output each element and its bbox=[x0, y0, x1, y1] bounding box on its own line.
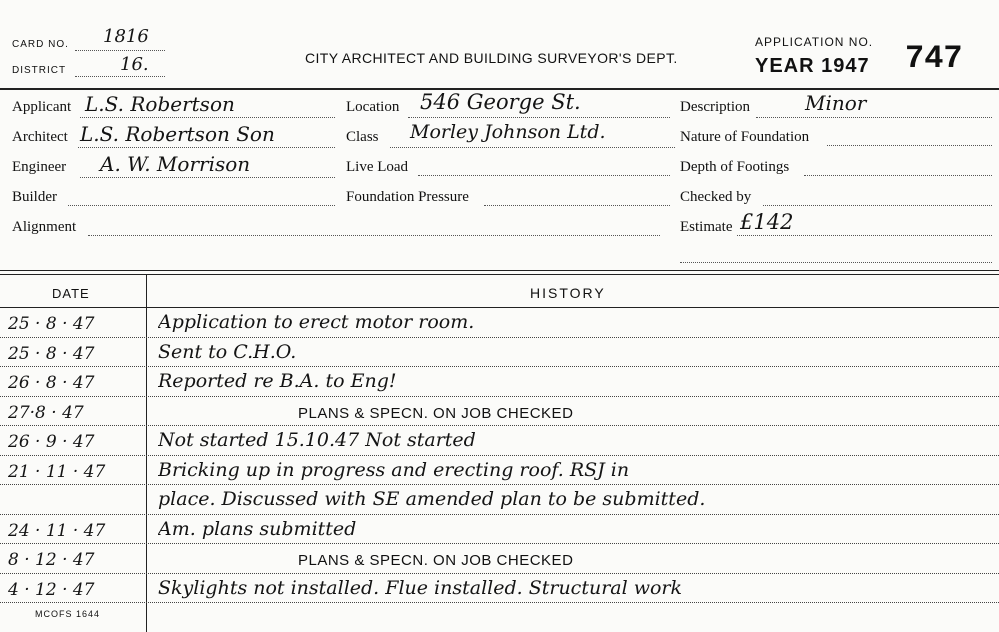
history-row-rule bbox=[0, 602, 999, 603]
history-column-header: HISTORY bbox=[530, 285, 606, 301]
description-label: Description bbox=[680, 99, 750, 115]
history-entry: PLANS & SPECN. ON JOB CHECKED bbox=[298, 552, 574, 569]
foundation-pressure-label: Foundation Pressure bbox=[346, 189, 469, 205]
history-row bbox=[0, 367, 999, 397]
history-date: 25 · 8 · 47 bbox=[8, 343, 95, 364]
history-date: 4 · 12 · 47 bbox=[8, 579, 95, 600]
engineer-label: Engineer bbox=[12, 159, 67, 175]
history-row bbox=[0, 338, 999, 368]
history-entry: PLANS & SPECN. ON JOB CHECKED bbox=[298, 404, 574, 422]
history-date: 25 · 8 · 47 bbox=[8, 314, 95, 334]
district-label: DISTRICT bbox=[12, 65, 67, 76]
history-row bbox=[0, 544, 999, 574]
history-row bbox=[0, 426, 999, 456]
history-date: 24 · 11 · 47 bbox=[8, 520, 106, 541]
history-row bbox=[0, 485, 999, 515]
history-top-rule-2 bbox=[0, 274, 999, 275]
location-label: Location bbox=[346, 99, 400, 115]
history-entry: Bricking up in progress and erecting roof. RSJ in bbox=[158, 458, 630, 481]
application-number: 747 bbox=[905, 40, 963, 77]
applicant-value: L.S. Robertson bbox=[85, 92, 235, 116]
year-label: YEAR 1947 bbox=[755, 55, 870, 77]
architect-label: Architect bbox=[12, 129, 68, 145]
history-row bbox=[0, 456, 999, 486]
estimate-value: £142 bbox=[740, 210, 794, 234]
nature-of-foundation-label: Nature of Foundation bbox=[680, 129, 810, 145]
application-no-label: APPLICATION NO. bbox=[755, 35, 874, 49]
description-value: Minor bbox=[805, 91, 867, 115]
history-date: 21 · 11 · 47 bbox=[8, 461, 106, 482]
history-entry: Application to erect motor room. bbox=[158, 311, 475, 333]
district-value: 16. bbox=[120, 54, 149, 75]
card-no-value: 1816 bbox=[103, 26, 149, 47]
form-code: MCOFS 1644 bbox=[35, 609, 101, 619]
history-date: 26 · 8 · 47 bbox=[8, 373, 95, 393]
builder-label: Builder bbox=[12, 189, 57, 205]
history-entry: Not started 15.10.47 Not started bbox=[158, 429, 476, 451]
history-row bbox=[0, 308, 999, 338]
history-entry: place. Discussed with SE amended plan to be submitted. bbox=[158, 488, 706, 510]
date-column-header: DATE bbox=[52, 286, 90, 301]
history-entry: Am. plans submitted bbox=[158, 517, 357, 540]
alignment-label: Alignment bbox=[12, 219, 77, 235]
history-date: 8 · 12 · 47 bbox=[8, 550, 95, 570]
applicant-label: Applicant bbox=[12, 99, 72, 115]
engineer-value: A. W. Morrison bbox=[100, 152, 251, 176]
history-row bbox=[0, 397, 999, 427]
history-date: 27·8 · 47 bbox=[8, 402, 84, 423]
history-top-rule bbox=[0, 270, 999, 271]
checked-by-label: Checked by bbox=[680, 189, 752, 205]
card-no-label: CARD NO. bbox=[12, 39, 69, 50]
estimate-label: Estimate bbox=[680, 219, 733, 235]
live-load-label: Live Load bbox=[346, 159, 409, 175]
history-entry: Skylights not installed. Flue installed. Structural work bbox=[158, 576, 683, 599]
history-row bbox=[0, 574, 999, 604]
history-entry: Sent to C.H.O. bbox=[158, 340, 297, 363]
dept-title: CITY ARCHITECT AND BUILDING SURVEYOR'S DEPT. bbox=[305, 50, 678, 66]
class-label: Class bbox=[346, 129, 379, 145]
depth-of-footings-label: Depth of Footings bbox=[680, 159, 790, 175]
architect-value: L.S. Robertson Son bbox=[80, 122, 275, 146]
location-value: 546 George St. bbox=[420, 90, 581, 114]
class-value: Morley Johnson Ltd. bbox=[410, 121, 606, 143]
history-date: 26 · 9 · 47 bbox=[8, 432, 95, 452]
history-row bbox=[0, 515, 999, 545]
history-entry: Reported re B.A. to Eng! bbox=[158, 370, 397, 392]
